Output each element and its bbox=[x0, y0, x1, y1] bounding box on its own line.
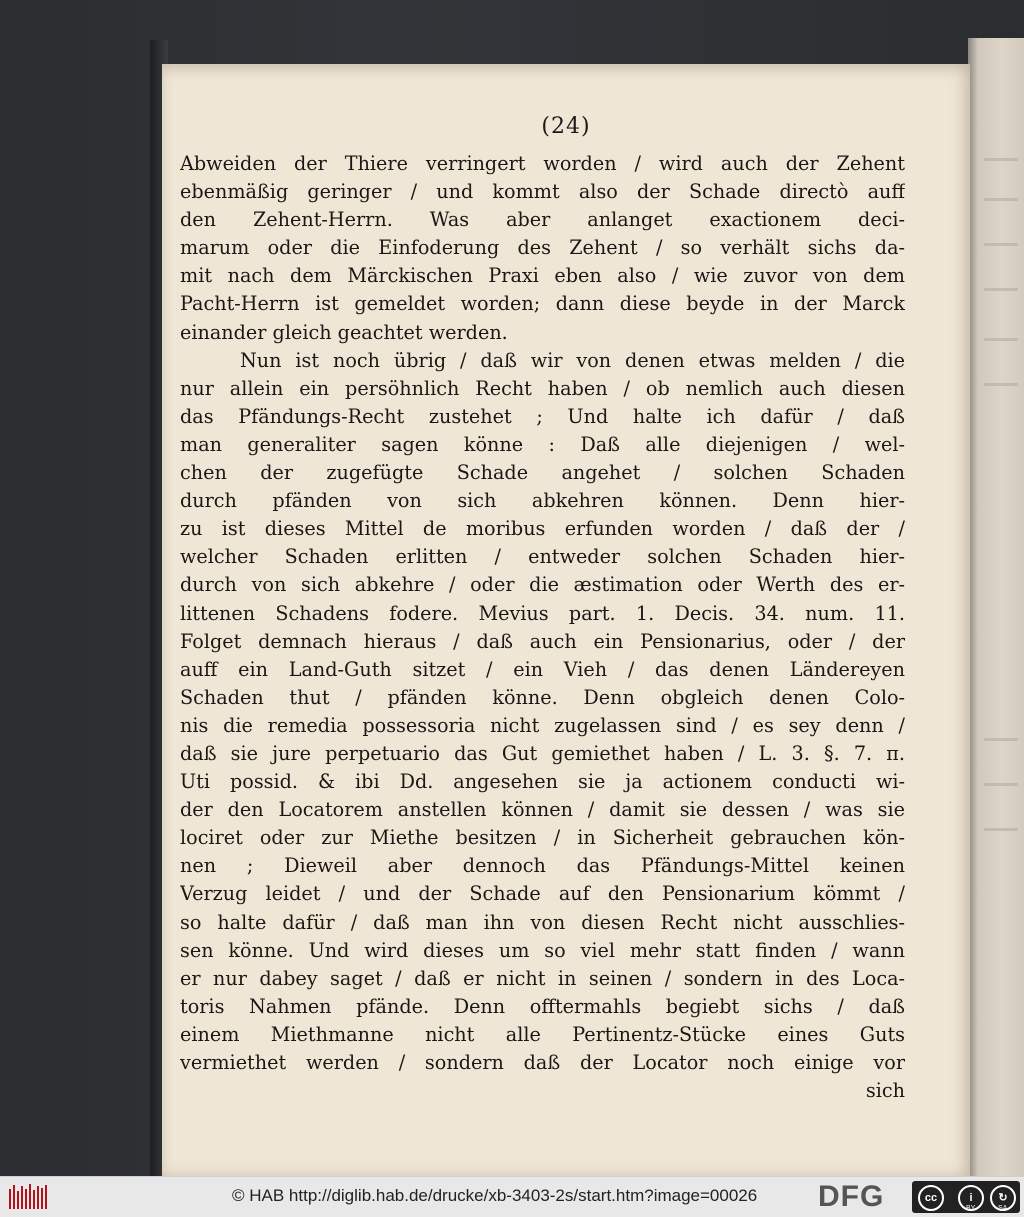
text-line: mit nach dem Märckischen Praxi eben also / wie zuvor von dem bbox=[180, 264, 905, 288]
text-line: durch von sich abkehre / oder die æstimation oder Werth des er- bbox=[180, 573, 905, 597]
text-line: er nur dabey saget / daß er nicht in seinen / sondern in des Loca- bbox=[180, 966, 905, 990]
text-line: der den Locatorem anstellen können / damit sie dessen / was sie bbox=[180, 798, 905, 822]
text-line: sich bbox=[865, 1079, 905, 1103]
text-line: vermiethet werden / sondern daß der Locator noch einige vor bbox=[180, 1051, 905, 1074]
text-line: welcher Schaden erlitten / entweder solchen Schaden hier- bbox=[180, 545, 905, 569]
hab-logo-icon bbox=[8, 1183, 50, 1211]
text-line: Abweiden der Thiere verringert worden / wird auch der Zehent bbox=[180, 152, 905, 175]
text-line: den Zehent-Herrn. Was aber anlanget exactionem deci- bbox=[180, 208, 905, 232]
page-number: (24) bbox=[541, 114, 591, 139]
text-line: so halte dafür / daß man ihn von diesen Recht nicht ausschlies- bbox=[180, 910, 905, 934]
text-line: Uti possid. & ibi Dd. angesehen sie ja actionem conducti wi- bbox=[180, 770, 905, 794]
text-line: auff ein Land-Guth sitzet / ein Vieh / das denen Ländereyen bbox=[180, 657, 905, 681]
text-line: man generaliter sagen könne : Daß alle diejenigen / wel- bbox=[180, 432, 905, 456]
cc-license-badge[interactable] bbox=[912, 1181, 1020, 1213]
text-line: lociret oder zur Miethe besitzen / in Sicherheit gebrauchen kön- bbox=[180, 826, 905, 850]
text-line: nur allein ein persöhnlich Recht haben / ob nemlich auch diesen bbox=[180, 376, 905, 400]
text-line: daß sie jure perpetuario das Gut gemiethet haben / L. 3. §. 7. π. bbox=[180, 741, 905, 765]
text-line: marum oder die Einfoderung des Zehent / so verhält sichs da- bbox=[180, 236, 905, 260]
share-alike-icon: ↻ bbox=[990, 1185, 1016, 1211]
text-line: Pacht-Herrn ist gemeldet worden; dann diese beyde in der Marck bbox=[180, 292, 905, 316]
text-line: Folget demnach hieraus / daß auch ein Pensionarius, oder / der bbox=[180, 629, 905, 653]
text-line: Schaden thut / pfänden könne. Denn obgleich denen Colo- bbox=[180, 685, 905, 709]
text-line: nis die remedia possessoria nicht zugelassen sind / es sey denn / bbox=[180, 713, 905, 737]
page-text bbox=[180, 150, 905, 1105]
cc-sa-label: SA bbox=[998, 1205, 1008, 1212]
text-line: einem Miethmanne nicht alle Pertinentz-Stücke eines Guts bbox=[180, 1022, 905, 1046]
text-line: ebenmäßig geringer / und kommt also der Schade directò auff bbox=[180, 180, 905, 204]
text-line: einander gleich geachtet werden. bbox=[180, 320, 508, 344]
text-line: zu ist dieses Mittel de moribus erfunden worden / daß der / bbox=[180, 517, 905, 541]
text-line: sen könne. Und wird dieses um so viel mehr statt finden / wann bbox=[180, 938, 905, 962]
cc-by-label: BY bbox=[966, 1205, 976, 1212]
text-line: littenen Schadens fodere. Mevius part. 1. Decis. 34. num. 11. bbox=[180, 601, 905, 625]
cc-icon: cc bbox=[918, 1185, 944, 1211]
text-line: Nun ist noch übrig / daß wir von denen etwas melden / die bbox=[240, 348, 905, 372]
text-line: durch pfänden von sich abkehren können. Denn hier- bbox=[180, 489, 905, 513]
copyright-link[interactable]: © HAB http://diglib.hab.de/drucke/xb-3403-2s/start.htm?image=00026 bbox=[232, 1186, 758, 1205]
text-line: das Pfändungs-Recht zustehet ; Und halte ich dafür / daß bbox=[180, 404, 905, 428]
footer-bar bbox=[0, 1176, 1024, 1217]
dfg-logo: DFG bbox=[818, 1180, 885, 1213]
text-line: toris Nahmen pfände. Denn offtermahls begiebt sichs / daß bbox=[180, 994, 905, 1018]
text-line: Verzug leidet / und der Schade auf den Pensionarium kömmt / bbox=[180, 882, 905, 906]
adjacent-page-edge bbox=[968, 38, 1024, 1176]
text-line: nen ; Dieweil aber dennoch das Pfändungs-Mittel keinen bbox=[180, 854, 905, 878]
text-line: chen der zugefügte Schade angehet / solchen Schaden bbox=[180, 461, 905, 485]
attribution-icon: i bbox=[958, 1185, 984, 1211]
